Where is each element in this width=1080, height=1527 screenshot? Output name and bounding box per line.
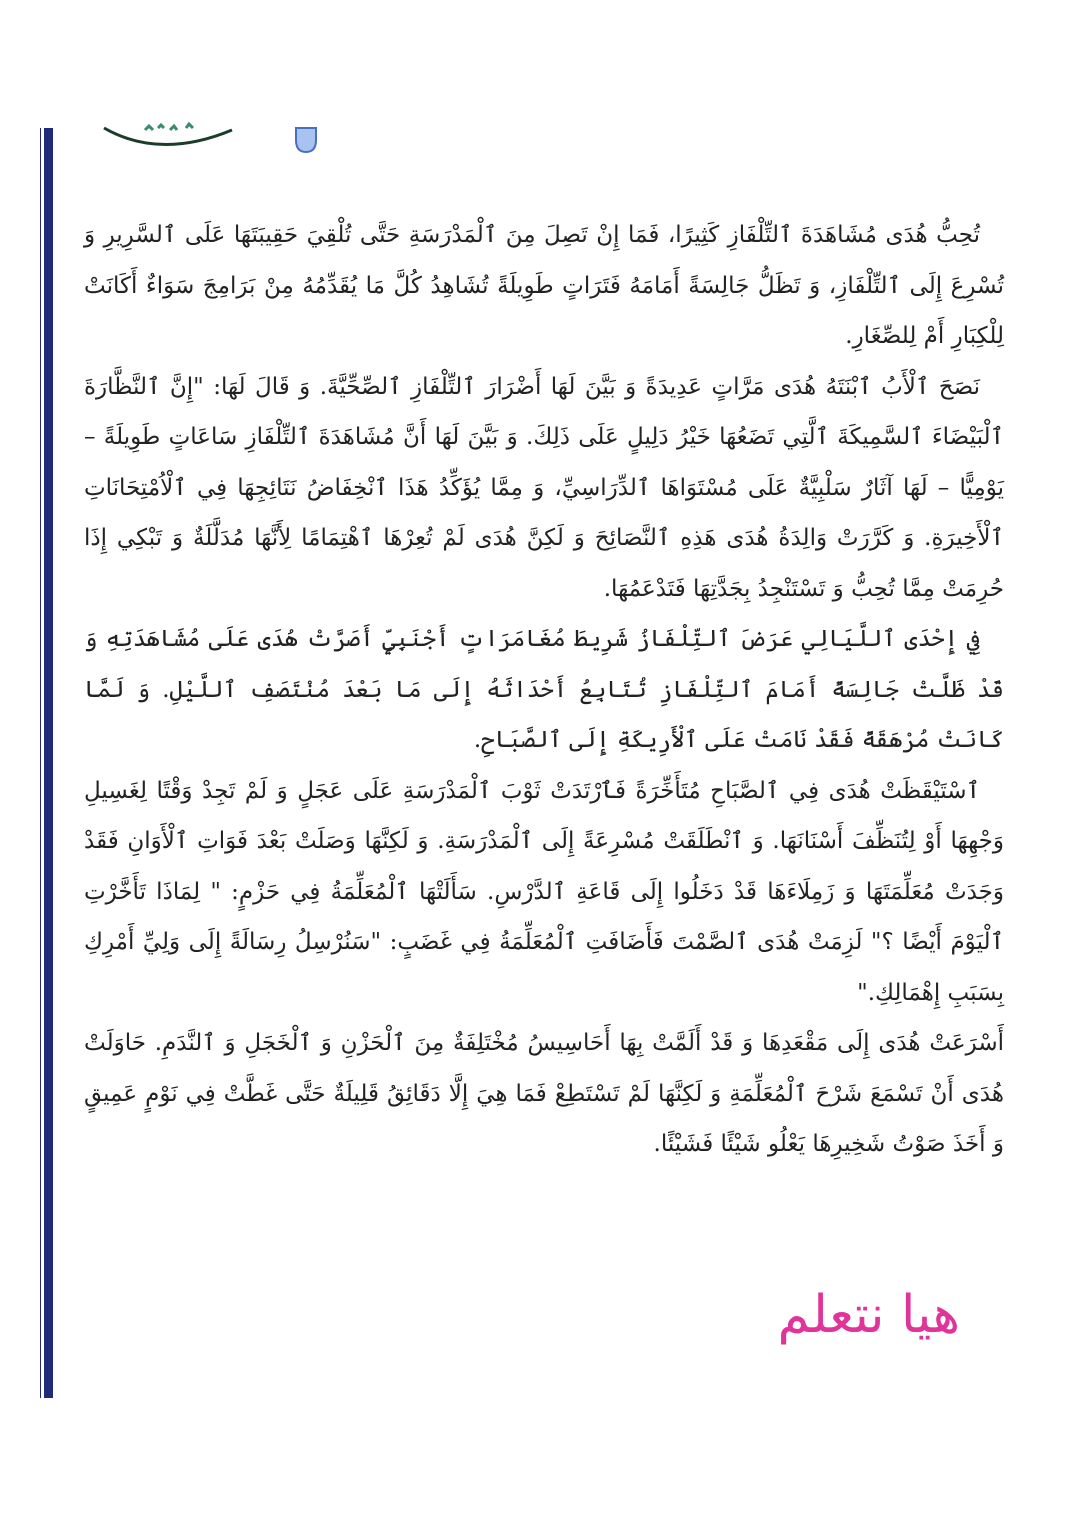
paragraph-5: أَسْرَعَتْ هُدَى إِلَى مَقْعَدِهَا وَ قَدْ أَلَمَّتْ بِهَا أَحَاسِيسُ مُخْتَلِفَةٌ مِنَ ٱلْحَزْنِ وَ ٱلْخَجَلِ وَ ٱلنَّدَمِ. حَاوَلَتْ هُدَى أَنْ تَسْمَعَ شَرْحَ ٱلْمُعَلِّمَةِ وَ لَكِنَّهَا لَمْ تَسْتَطِعْ فَمَا هِيَ إِلَّا دَقَائِقُ قَلِيلَةٌ حَتَّى غَطَّتْ فِي نَوْمٍ عَمِيقٍ وَ أَخَذَ صَوْتُ شَخِيرِهَا يَعْلُو شَيْئًا فَشَيْئًا. [84,1030,1004,1157]
story-text [84,210,1004,1170]
header-ornament-icon [0,0,1080,160]
left-margin-bar [44,128,53,1398]
paragraph-3: فِي إِحْدَى ٱللَّيَالِي عَرَضَ ٱلتِّلْفَازُ شَرِيطَ مُغَامَرَاتٍ أَجْنَبِيٍّ أَصَرَّتْ هُدَى عَلَى مُشَاهَدَتِهِ وَ قَدْ ظَلَّتْ جَالِسَةً أَمَامَ ٱلتِّلْفَازِ تُتَابِعُ أَحْدَاثَهُ إِلَى مَا بَعْدَ مُنْتَصَفِ ٱللَّيْلِ. وَ لَمَّا كَانَتْ مُرْهَقَةً فَقَدْ نَامَتْ عَلَى ٱلْأَرِيكَةِ إِلَى ٱلصَّبَاحِ. [84,626,1004,753]
signature-text: هيا نتعلم [777,1285,960,1345]
header-decoration [0,0,1080,160]
margin-line [40,128,41,1398]
paragraph-2: نَصَحَ ٱلْأَبُ ٱبْنَتَهُ هُدَى مَرَّاتٍ عَدِيدَةً وَ بَيَّنَ لَهَا أَضْرَارَ ٱلتِّلْفَازِ ٱلصِّحِّيَّةَ. وَ قَالَ لَهَا: "إِنَّ ٱلنَّظَّارَةَ ٱلْبَيْضَاءَ ٱلسَّمِيكَةَ ٱلَّتِي تَضَعُهَا خَيْرُ دَلِيلٍ عَلَى ذَلِكَ. وَ بَيَّنَ لَهَا أَنَّ مُشَاهَدَةَ ٱلتِّلْفَازِ سَاعَاتٍ طَوِيلَةً – يَوْمِيًّا – لَهَا آثَارٌ سَلْبِيَّةٌ عَلَى مُسْتَوَاهَا ٱلدِّرَاسِيِّ، وَ مِمَّا يُؤَكِّدُ هَذَا ٱنْخِفَاضُ نَتَائِجِهَا فِي ٱلْاُمْتِحَانَاتِ ٱلْأَخِيرَةِ. وَ كَرَّرَتْ وَالِدَةُ هُدَى هَذِهِ ٱلنَّصَائِحَ وَ لَكِنَّ هُدَى لَمْ تُعِرْهَا ٱهْتِمَامًا لِأَنَّهَا مُدَلَّلَةٌ وَ تَبْكِي إِذَا حُرِمَتْ مِمَّا تُحِبُّ وَ تَسْتَنْجِدُ بِجَدَّتِهَا فَتَدْعَمُهَا. [84,373,1004,602]
paragraph-1: تُحِبُّ هُدَى مُشَاهَدَةَ ٱلتِّلْفَازِ كَثِيرًا، فَمَا إِنْ تَصِلَ مِنَ ٱلْمَدْرَسَةِ حَتَّى تُلْقِيَ حَقِيبَتَهَا عَلَى ٱلسَّرِيرِ وَ تُسْرِعَ إِلَى ٱلتِّلْفَازِ، وَ تَظَلُّ جَالِسَةً أَمَامَهُ فَتَرَاتٍ طَوِيلَةً تُشَاهِدُ كُلَّ مَا يُقَدِّمُهُ مِنْ بَرَامِجَ سَوَاءٌ أَكَانَتْ لِلْكِبَارِ أَمْ لِلصِّغَارِ. [84,222,1004,349]
paragraph-4: ٱسْتَيْقَظَتْ هُدَى فِي ٱلصَّبَاحِ مُتَأَخِّرَةً فَٱرْتَدَتْ ثَوْبَ ٱلْمَدْرَسَةِ عَلَى عَجَلٍ وَ لَمْ تَجِدْ وَقْتًا لِغَسِيلِ وَجْهِهَا أَوْ لِتُنَظِّفَ أَسْنَانَهَا. وَ ٱنْطَلَقَتْ مُسْرِعَةً إِلَى ٱلْمَدْرَسَةِ. وَ لَكِنَّهَا وَصَلَتْ بَعْدَ فَوَاتِ ٱلْأَوَانِ فَقَدْ وَجَدَتْ مُعَلِّمَتَهَا وَ زَمِلَاءَهَا قَدْ دَخَلُوا إِلَى قَاعَةِ ٱلدَّرْسِ. سَأَلَتْهَا ٱلْمُعَلِّمَةُ فِي حَزْمٍ: " لِمَاذَا تَأَخَّرْتِ ٱلْيَوْمَ أَيْضًا ؟" لَزِمَتْ هُدَى ٱلصَّمْتَ فَأَضَافَتِ ٱلْمُعَلِّمَةُ فِي غَضَبٍ: "سَنُرْسِلُ رِسَالَةً إِلَى وَلِيِّ أَمْرِكِ بِسَبَبِ إِهْمَالِكِ." [84,777,1004,1006]
